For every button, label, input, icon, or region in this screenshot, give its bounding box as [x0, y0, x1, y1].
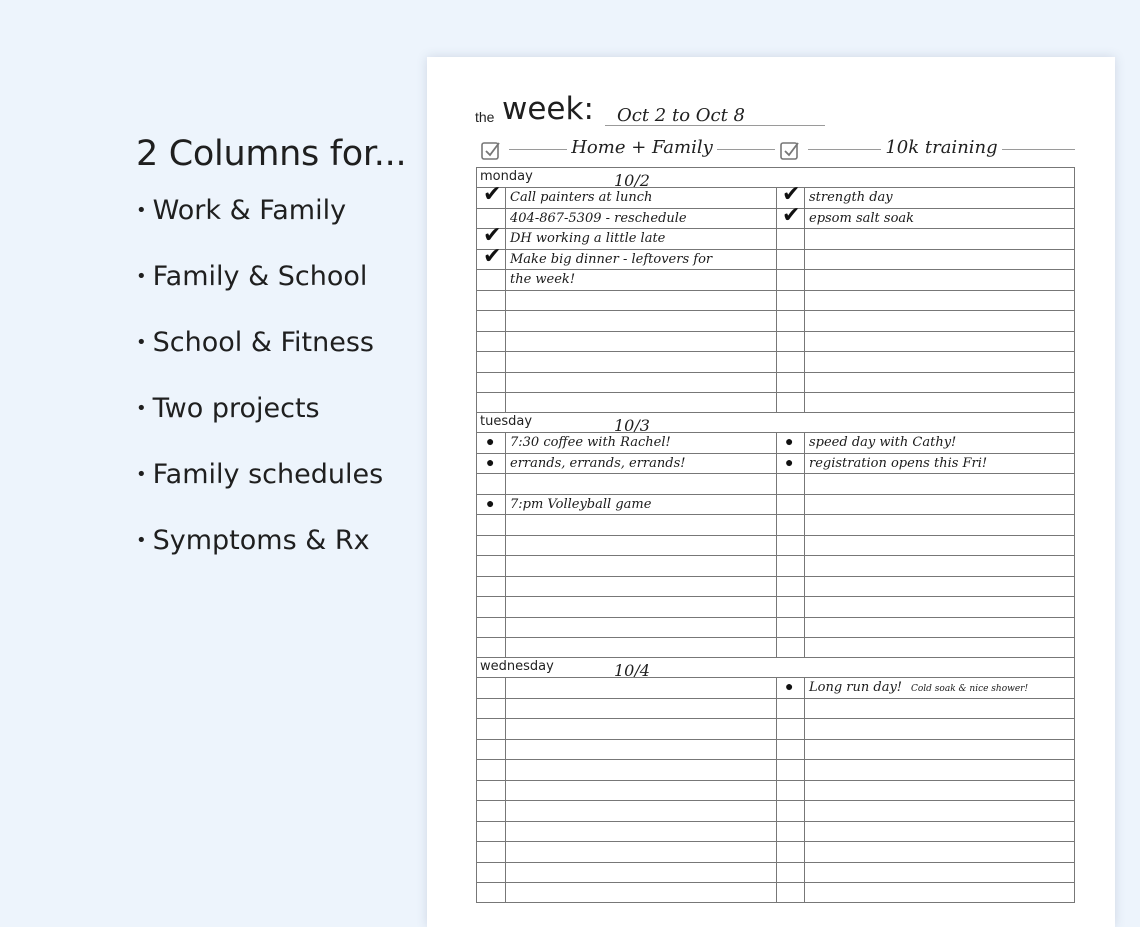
day-label-row: [476, 657, 1075, 680]
promo-bullet: • Family & School: [136, 261, 368, 292]
grid-row: [476, 576, 1075, 597]
column-title: Home + Family: [567, 137, 717, 158]
bullet-icon: ●: [486, 433, 495, 449]
planner-grid: [476, 167, 1075, 902]
grid-row: [476, 821, 1075, 842]
entry-text: 404-867-5309 - reschedule: [510, 210, 687, 226]
checkbox-icon: [481, 140, 501, 160]
promo-bullet: • School & Fitness: [136, 327, 374, 358]
bullet-icon: ●: [785, 453, 794, 470]
grid-row: [476, 718, 1075, 739]
promo-bullet: • Two projects: [136, 393, 320, 424]
column-header-right: [780, 137, 1075, 165]
promo-bullet: • Family schedules: [136, 459, 384, 490]
grid-row: [476, 800, 1075, 821]
day-section-2: [476, 657, 1075, 902]
planner-page: [427, 57, 1115, 927]
grid-row: [476, 596, 1075, 617]
promo-bullet: • Work & Family: [136, 195, 347, 226]
entry-text: Long run day!: [809, 680, 903, 695]
entry-note: Cold soak & nice shower!: [911, 684, 1029, 694]
week-range: Oct 2 to Oct 8: [617, 105, 746, 126]
entry-text: speed day with Cathy!: [809, 435, 957, 450]
checkmark-icon: ✔: [782, 201, 801, 227]
entry-text: registration opens this Fri!: [809, 455, 988, 471]
week-the-label: the: [475, 109, 495, 125]
column-title: 10k training: [881, 137, 1001, 158]
week-header: [475, 87, 775, 127]
entry-text: 7:30 coffee with Rachel!: [510, 435, 671, 450]
entry-text: 7:pm Volleyball game: [510, 496, 652, 512]
grid-row: [476, 698, 1075, 719]
grid-row: [476, 637, 1075, 658]
bullet-icon: ●: [785, 678, 794, 694]
grid-row: [476, 310, 1075, 331]
day-rows: [476, 677, 1075, 903]
entry-text: DH working a little late: [510, 231, 666, 246]
grid-row: [476, 617, 1075, 638]
column-header-left: [481, 137, 775, 165]
entry-text: strength day: [809, 190, 893, 205]
day-date: 10/2: [614, 171, 650, 190]
checkmark-icon: ✔: [782, 181, 801, 206]
entry-text: epsom salt soak: [809, 210, 915, 226]
day-label-row: [476, 167, 1075, 190]
checkmark-icon: ✔: [483, 242, 502, 268]
grid-row: [476, 535, 1075, 556]
day-name: wednesday: [480, 659, 554, 674]
grid-row: [476, 555, 1075, 576]
grid-row: [476, 739, 1075, 760]
day-name: monday: [480, 169, 533, 184]
grid-row: [476, 331, 1075, 352]
bullet-icon: ●: [785, 433, 794, 449]
bullet-icon: ●: [486, 453, 495, 470]
day-name: tuesday: [480, 414, 533, 429]
grid-row: [476, 841, 1075, 862]
promo-bullet: • Symptoms & Rx: [136, 525, 370, 556]
promo-panel: [136, 134, 426, 590]
week-label: week:: [502, 91, 594, 127]
checkmark-icon: ✔: [483, 181, 502, 206]
bullet-icon: ●: [486, 494, 495, 511]
promo-headline: 2 Columns for...: [136, 134, 407, 174]
entry-text: Make big dinner - leftovers for: [510, 251, 713, 267]
checkmark-icon: ✔: [483, 222, 502, 247]
entry-text: the week!: [510, 272, 576, 287]
day-section-0: [476, 167, 1075, 412]
grid-row: [476, 862, 1075, 883]
grid-row: [476, 290, 1075, 311]
grid-row: [476, 882, 1075, 903]
entry-text: Call painters at lunch: [510, 190, 653, 205]
grid-row: [476, 473, 1075, 494]
grid-row: [476, 514, 1075, 535]
grid-row: [476, 372, 1075, 393]
grid-row: [476, 351, 1075, 372]
entry-text: errands, errands, errands!: [510, 455, 686, 471]
day-date: 10/4: [614, 661, 650, 680]
grid-row: [476, 759, 1075, 780]
grid-row: [476, 780, 1075, 801]
checkbox-icon: [780, 140, 800, 160]
day-label-row: [476, 412, 1075, 435]
grid-row: [476, 392, 1075, 413]
day-date: 10/3: [614, 416, 650, 435]
day-section-1: [476, 412, 1075, 657]
